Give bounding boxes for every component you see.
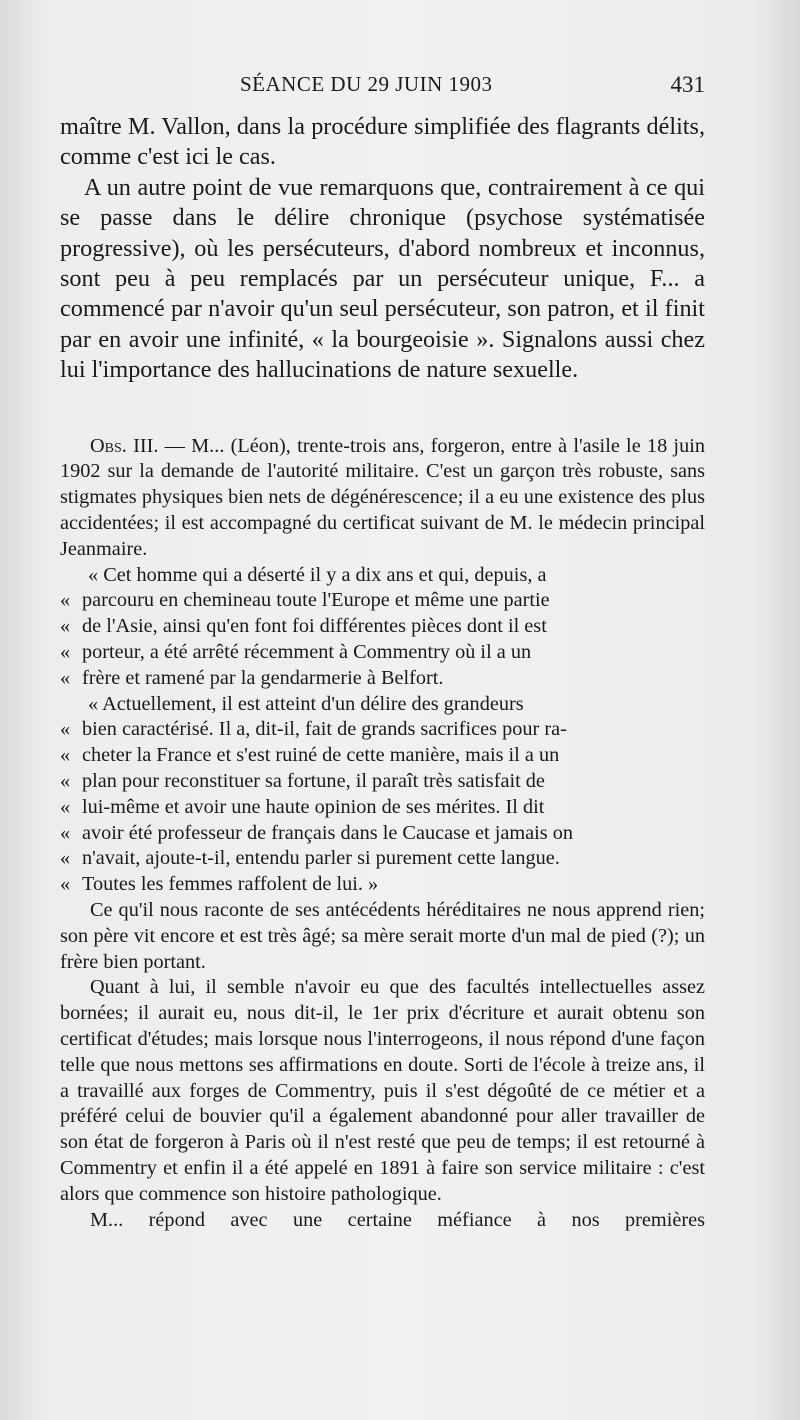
quote-mark: «: [60, 615, 71, 638]
quote-mark: «: [60, 847, 71, 870]
quote-line-text: de l'Asie, ainsi qu'en font foi différentes pièces dont il est: [82, 615, 547, 638]
quote-line: [60, 846, 705, 872]
quote-line: [60, 821, 705, 847]
quote-line: « Cet homme qui a déserté il y a dix ans et qui, depuis, a: [88, 563, 547, 586]
certificate-quote-1: [60, 563, 705, 692]
quote-mark: «: [60, 666, 71, 689]
quote-mark: «: [60, 641, 71, 664]
quote-line-text: parcouru en chemineau toute l'Europe et même une partie: [82, 589, 550, 612]
quote-line-text: porteur, a été arrêté récemment à Commentry où il a un: [82, 641, 532, 664]
quote-line-text: Toutes les femmes raffolent de lui. »: [82, 873, 379, 896]
paragraph-vallon: maître M. Vallon, dans la procédure simplifiée des flagrants délits, comme c'est ici le cas.: [60, 113, 705, 171]
paragraph-antecedents: Ce qu'il nous raconte de ses antécédents héréditaires ne nous apprend rien; son père vit encore et est très âgé; sa mère serait morte d'un mal de pied (?); un frère bien portant.: [60, 899, 705, 973]
quote-line-text: n'avait, ajoute-t-il, entendu parler si purement cette langue.: [82, 847, 560, 870]
quote-line-text: cheter la France et s'est ruiné de cette manière, mais il a un: [82, 744, 560, 767]
quote-line: [60, 769, 705, 795]
observation-text: — M... (Léon), trente-trois ans, forgeron, entre à l'asile le 18 juin 1902 sur la demande de l'autorité militaire. C'est un garçon très robuste, sans stigmates physiques bien nets de dégénérescence; il a eu une existence des plus accidentées; il est accompagné du certificat suivant de M. le médecin principal Jeanmaire.: [60, 434, 705, 560]
paragraph-persecuteurs: A un autre point de vue remarquons que, contrairement à ce qui se passe dans le délire chronique (psychose systématisée progressive), où les persécuteurs, d'abord nombreux et inconnus, sont peu à peu remplacés par un persécuteur unique, F... a commencé par n'avoir qu'un seul persécuteur, son patron, et il finit par en avoir une infinité, « la bourgeoisie ». Signalons aussi chez lui l'importance des hallucinations de nature sexuelle.: [60, 173, 705, 384]
quote-line-text: avoir été professeur de français dans le Caucase et jamais on: [82, 821, 574, 844]
quote-line: [60, 743, 705, 769]
quote-line: [60, 614, 705, 640]
quote-line: [60, 795, 705, 821]
quote-mark: «: [60, 873, 71, 896]
quote-line-text: plan pour reconstituer sa fortune, il paraît très satisfait de: [82, 770, 545, 793]
page-header: [60, 70, 705, 106]
page-number: 431: [670, 72, 705, 97]
body-text: [60, 112, 705, 1233]
quote-line: [60, 717, 705, 743]
paragraph-facultes: Quant à lui, il semble n'avoir eu que des facultés intellectuelles assez bornées; il aurait eu, nous dit-il, le 1er prix d'écriture et aurait obtenu son certificat d'études; mais lorsque nous l'interrogeons, il nous répond d'une façon telle que nous mettons ses affirmations en doute. Sorti de l'école à treize ans, il a travaillé aux forges de Commentry, puis il s'est dégoûté de ce métier et a préféré celui de bouvier qu'il a également abandonné pour aller travailler de son état de forgeron à Paris où il n'est resté que peu de temps; il est retourné à Commentry et enfin il a été appelé en 1891 à faire son service militaire : c'est alors que commence son histoire pathologique.: [60, 976, 705, 1205]
paragraph-mefiance: M... répond avec une certaine méfiance à nos premières: [90, 1208, 705, 1231]
quote-line: [60, 666, 705, 692]
observation-intro: [60, 434, 705, 563]
quote-line-text: bien caractérisé. Il a, dit-il, fait de grands sacrifices pour ra-: [82, 718, 567, 741]
quote-mark: «: [60, 744, 71, 767]
quote-mark: «: [60, 589, 71, 612]
quote-line-text: lui-même et avoir une haute opinion de ses mérites. Il dit: [82, 795, 545, 818]
quote-mark: «: [60, 795, 71, 818]
quote-line: [60, 588, 705, 614]
observation-label: Obs. III.: [90, 434, 159, 457]
quote-line: [60, 640, 705, 666]
quote-line: [60, 872, 705, 898]
quote-line-text: frère et ramené par la gendarmerie à Belfort.: [82, 666, 444, 689]
quote-mark: «: [60, 718, 71, 741]
quote-mark: «: [60, 821, 71, 844]
running-title: SÉANCE DU 29 JUIN 1903: [240, 72, 493, 96]
quote-mark: «: [60, 770, 71, 793]
certificate-quote-2: [60, 692, 705, 898]
quote-line: « Actuellement, il est atteint d'un délire des grandeurs: [88, 692, 524, 715]
section-gap: [60, 386, 705, 434]
